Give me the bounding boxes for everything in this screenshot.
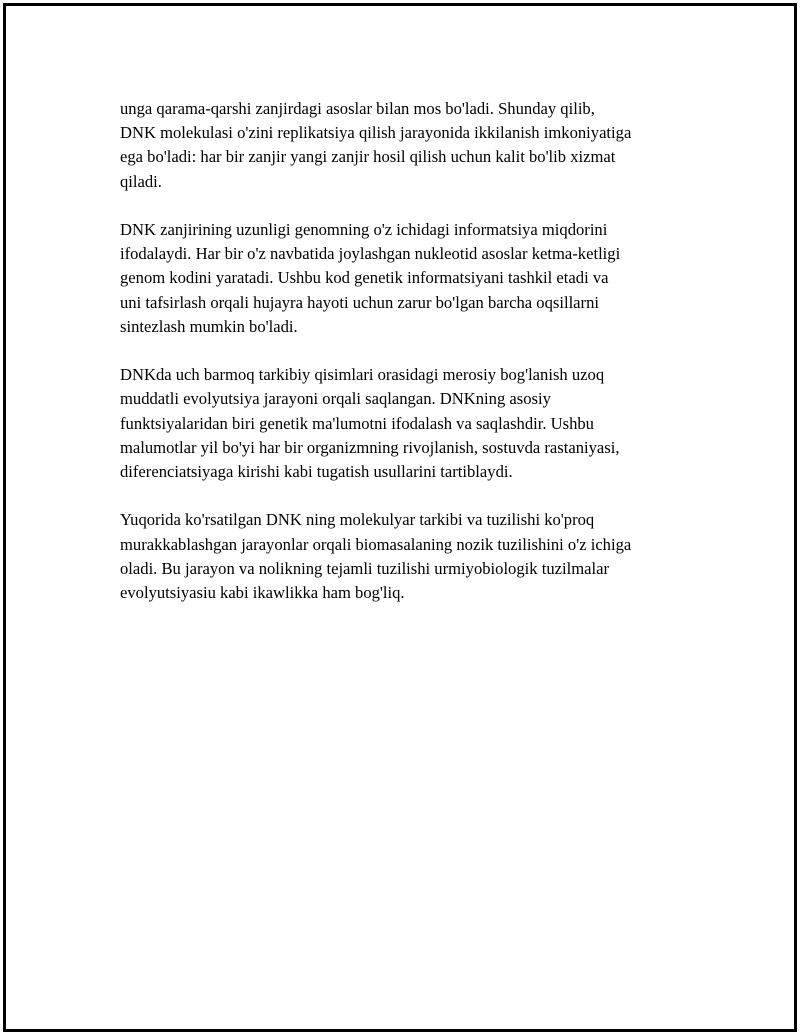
text-line: qiladi. (120, 171, 162, 191)
text-line: murakkablashgan jarayonlar orqali biomasalaning nozik tuzilishini o'z ichiga (120, 534, 632, 554)
page-frame (3, 3, 797, 1032)
text-line: sintezlash mumkin bo'ladi. (120, 316, 298, 336)
text-line: malumotlar yil bo'yi har bir organizmning rivojlanish, sostuvda rastaniyasi, (120, 437, 620, 457)
paragraph-1 (120, 97, 700, 194)
text-line: ega bo'ladi: har bir zanjir yangi zanjir hosil qilish uchun kalit bo'lib xizmat (120, 147, 616, 167)
paragraph-4 (120, 508, 700, 605)
text-line: muddatli evolyutsiya jarayoni orqali saqlangan. DNKning asosiy (120, 389, 551, 409)
text-line: diferenciatsiyaga kirishi kabi tugatish usullarini tartiblaydi. (120, 462, 513, 482)
text-line: DNK molekulasi o'zini replikatsiya qilish jarayonida ikkilanish imkoniyatiga (120, 123, 632, 143)
document-body (120, 97, 700, 629)
text-line: unga qarama-qarshi zanjirdagi asoslar bilan mos bo'ladi. Shunday qilib, (120, 99, 595, 118)
text-line: evolyutsiyasiu kabi ikawlikka ham bog'liq. (120, 583, 405, 603)
paragraph-3 (120, 363, 700, 484)
text-line: oladi. Bu jarayon va nolikning tejamli tuzilishi urmiyobiologik tuzilmalar (120, 558, 609, 578)
paragraph-2 (120, 218, 700, 339)
text-line: Yuqorida ko'rsatilgan DNK ning molekulyar tarkibi va tuzilishi ko'proq (120, 510, 595, 530)
text-line: ifodalaydi. Har bir o'z navbatida joylashgan nukleotid asoslar ketma-ketligi (120, 244, 621, 264)
text-line: DNK zanjirining uzunligi genomning o'z ichidagi informatsiya miqdorini (120, 220, 608, 239)
text-line: uni tafsirlash orqali hujayra hayoti uchun zarur bo'lgan barcha oqsillarni (120, 292, 599, 312)
text-line: genom kodini yaratadi. Ushbu kod genetik informatsiyani tashkil etadi va (120, 268, 609, 288)
text-line: DNKda uch barmoq tarkibiy qisimlari orasidagi merosiy bog'lanish uzoq (120, 365, 605, 385)
text-line: funktsiyalaridan biri genetik ma'lumotni ifodalash va saqlashdir. Ushbu (120, 413, 594, 433)
